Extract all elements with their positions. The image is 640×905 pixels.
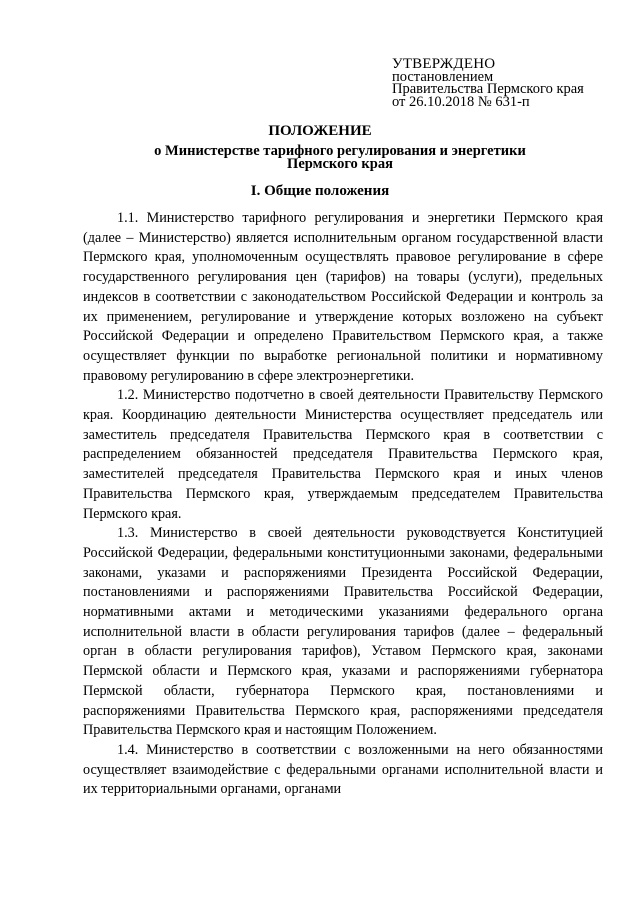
approval-line: постановлением <box>392 68 494 85</box>
approval-heading: УТВЕРЖДЕНО <box>392 56 496 72</box>
section-heading: I. Общие положения <box>250 183 390 199</box>
paragraph-1-4: 1.4. Министерство в соответствии с возложенными на него обязанностями осуществляет взаимодействие с федеральными органами исполнительной власти и их территориальными органами, органами <box>83 741 603 798</box>
paragraph-1-3: 1.3. Министерство в своей деятельности руководствуется Конституцией Российской Федерации, федеральными конституционными законами, федеральными законами, указами и распоряжениями Президента Российской Федерации, постановлениями и распоряжениями Правительства Российской Федерации, нормативными актами и методическими указаниями федерального органа исполнительной власти в области регулирования тарифов (далее – федеральный орган в области регулирования тарифов), Уставом Пермского края, законами Пермской области и Пермского края, указами и распоряжениями губернатора Пермской области, губернатора Пермского края, постановлениями и распоряжениями Правительства Пермского края, распоряжениями председателя Правительства Пермского края и настоящим Положением. <box>83 525 603 739</box>
paragraph-1-1: 1.1. Министерство тарифного регулирования и энергетики Пермского края (далее – Министерство) является исполнительным органом государственной власти Пермского края, уполномоченным осуществлять правовое регулирование в сфере государственного регулирования цен (тарифов) на товары (услуги), предельных индексов в соответствии с законодательством Российской Федерации и контроль за их применением, регулирование и утверждение которых возложено на субъект Российской Федерации и определено Правительством Пермского края, а также осуществляет функции по выработке региональной политики и нормативному правовому регулированию в сфере электроэнергетики. <box>83 210 603 384</box>
approval-line: Правительства Пермского края <box>392 81 584 97</box>
approval-date-number: от 26.10.2018 № 631-п <box>392 93 530 110</box>
approval-stamp <box>392 58 632 108</box>
document-title: ПОЛОЖЕНИЕ <box>268 123 372 139</box>
document-body <box>83 209 603 800</box>
document-subtitle: о Министерстве тарифного регулирования и энергетики Пермского края <box>154 143 526 172</box>
paragraph-1-2: 1.2. Министерство подотчетно в своей деятельности Правительству Пермского края. Координацию деятельности Министерства осуществляет председатель или заместитель председателя Правительства Пермского края в соответствии с распределением обязанностей председателя Правительства Пермского края, заместителей председателя Правительства Пермского края и иных членов Правительства Пермского края, утверждаемым председателем Правительства Пермского края. <box>83 387 603 522</box>
